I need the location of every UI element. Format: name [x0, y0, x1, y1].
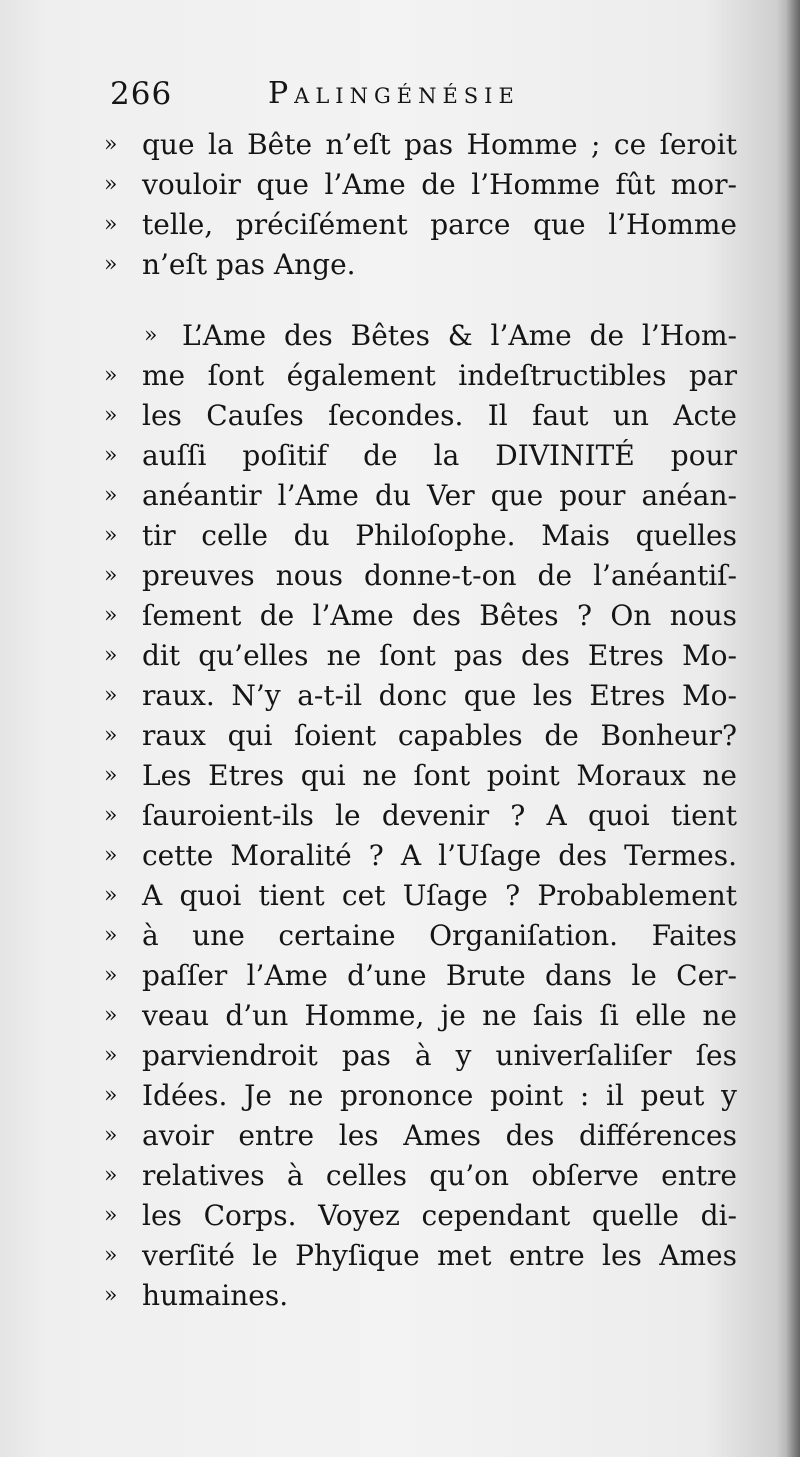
- text-line: [100, 556, 750, 596]
- guillemet-mark: »: [104, 1123, 118, 1148]
- guillemet-mark: »: [104, 1283, 118, 1308]
- guillemet-mark: »: [104, 363, 118, 388]
- guillemet-mark: »: [104, 403, 118, 428]
- page-header: [110, 72, 670, 116]
- text-line: [100, 356, 750, 396]
- line-text: les Cauſes ſecondes. Il faut un Acte: [142, 399, 737, 432]
- text-line: [100, 716, 750, 756]
- text-line: [100, 1036, 750, 1076]
- line-text: ſauroient-ils le devenir ? A quoi tient: [142, 799, 737, 832]
- text-line: [100, 876, 750, 916]
- text-line: [100, 596, 750, 636]
- text-line: [100, 1236, 750, 1276]
- guillemet-mark: »: [104, 963, 118, 988]
- text-line: [100, 676, 750, 716]
- line-text: paſſer l’Ame d’une Brute dans le Cer-: [142, 959, 737, 992]
- paragraph-gap: [100, 285, 750, 316]
- line-text: avoir entre les Ames des différences: [142, 1119, 737, 1152]
- text-line: [100, 476, 750, 516]
- guillemet-mark: »: [104, 683, 118, 708]
- text-line: [100, 1116, 750, 1156]
- line-text: raux qui ſoient capables de Bonheur?: [142, 719, 737, 752]
- guillemet-mark: »: [104, 1043, 118, 1068]
- guillemet-mark: »: [104, 563, 118, 588]
- text-line: [100, 125, 750, 165]
- text-line: [100, 756, 750, 796]
- text-line: [100, 396, 750, 436]
- line-text: cette Moralité ? A l’Uſage des Termes.: [142, 839, 737, 872]
- line-text: veau d’un Homme, je ne ſais ſi elle ne: [142, 999, 737, 1032]
- guillemet-mark: »: [104, 803, 118, 828]
- guillemet-mark: »: [104, 523, 118, 548]
- text-line: [100, 1276, 750, 1316]
- line-text: ſement de l’Ame des Bêtes ? On nous: [142, 599, 737, 632]
- guillemet-mark: »: [104, 923, 118, 948]
- line-text: L’Ame des Bêtes & l’Ame de l’Hom-: [182, 319, 737, 352]
- text-line: [100, 205, 750, 245]
- page-body: [100, 125, 750, 1316]
- line-text: humaines.: [142, 1279, 289, 1312]
- line-text: parviendroit pas à y univerſaliſer ſes: [142, 1039, 737, 1072]
- line-text: telle, préciſément parce que l’Homme: [142, 208, 737, 241]
- text-line: [100, 1196, 750, 1236]
- line-text: tir celle du Philoſophe. Mais quelles: [142, 519, 737, 552]
- line-text: n’eſt pas Ange.: [142, 248, 356, 281]
- page-edge-shadow: [786, 0, 800, 1457]
- text-line: [100, 836, 750, 876]
- guillemet-mark: »: [104, 643, 118, 668]
- guillemet-mark: »: [104, 723, 118, 748]
- text-line: [100, 636, 750, 676]
- guillemet-mark: »: [104, 483, 118, 508]
- line-text: raux. N’y a-t-il donc que les Etres Mo-: [142, 679, 737, 712]
- text-line: [100, 956, 750, 996]
- text-line: [100, 996, 750, 1036]
- line-text: me ſont également indeſtructibles par: [142, 359, 737, 392]
- guillemet-mark: »: [104, 443, 118, 468]
- guillemet-mark: »: [144, 323, 158, 348]
- guillemet-mark: »: [104, 843, 118, 868]
- guillemet-mark: »: [104, 132, 118, 157]
- line-text: A quoi tient cet Uſage ? Probablement: [142, 879, 737, 912]
- line-text: preuves nous donne-t-on de l’anéantiſ-: [142, 559, 737, 592]
- guillemet-mark: »: [104, 1003, 118, 1028]
- line-text: anéantir l’Ame du Ver que pour anéan-: [142, 479, 737, 512]
- text-line: [100, 916, 750, 956]
- guillemet-mark: »: [104, 1203, 118, 1228]
- text-line: [100, 516, 750, 556]
- line-text: verſité le Phyſique met entre les Ames: [142, 1239, 737, 1272]
- line-text: relatives à celles qu’on obſerve entre: [142, 1159, 737, 1192]
- guillemet-mark: »: [104, 212, 118, 237]
- text-line: [100, 796, 750, 836]
- text-line: [100, 1076, 750, 1116]
- guillemet-mark: »: [104, 1243, 118, 1268]
- guillemet-mark: »: [104, 763, 118, 788]
- line-text: que la Bête n’eſt pas Homme ; ce ſeroit: [142, 128, 737, 161]
- line-text: dit qu’elles ne ſont pas des Etres Mo-: [142, 639, 737, 672]
- guillemet-mark: »: [104, 603, 118, 628]
- running-title: Palingénésie: [268, 76, 520, 111]
- text-line: [100, 316, 750, 356]
- guillemet-mark: »: [104, 883, 118, 908]
- page-number: 266: [110, 76, 173, 112]
- text-line: [100, 436, 750, 476]
- guillemet-mark: »: [104, 1163, 118, 1188]
- guillemet-mark: »: [104, 172, 118, 197]
- line-text: Les Etres qui ne ſont point Moraux ne: [142, 759, 737, 792]
- text-line: [100, 245, 750, 285]
- guillemet-mark: »: [104, 252, 118, 277]
- text-line: [100, 165, 750, 205]
- line-text: vouloir que l’Ame de l’Homme fût mor-: [142, 168, 737, 201]
- text-line: [100, 1156, 750, 1196]
- line-text: auſſi poſitif de la DIVINITÉ pour: [142, 439, 737, 472]
- guillemet-mark: »: [104, 1083, 118, 1108]
- line-text: Idées. Je ne prononce point : il peut y: [142, 1079, 737, 1112]
- line-text: à une certaine Organiſation. Faites: [142, 919, 737, 952]
- line-text: les Corps. Voyez cependant quelle di-: [142, 1199, 737, 1232]
